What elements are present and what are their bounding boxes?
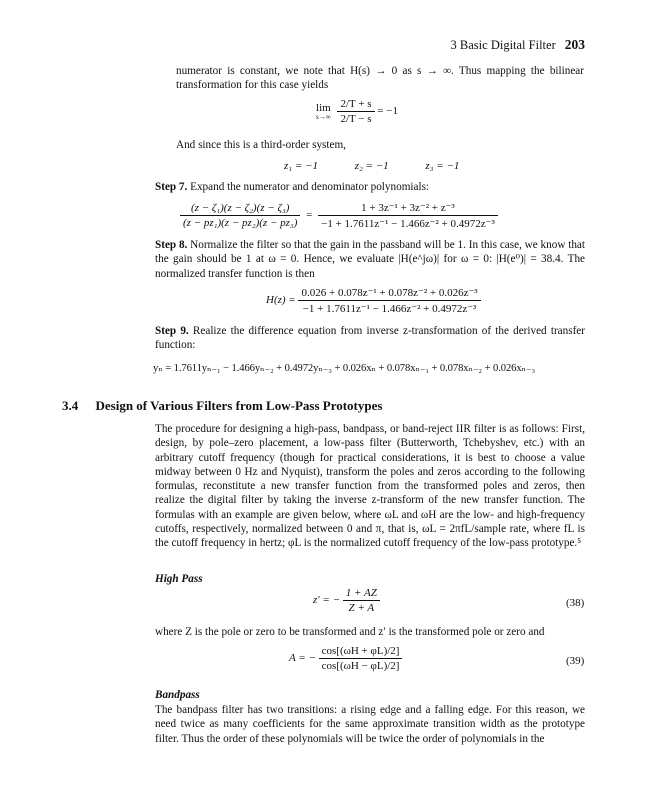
step8-lhs: H(z) = xyxy=(266,294,296,307)
highpass-denominator: Z + A xyxy=(348,602,375,614)
step7 xyxy=(155,180,585,194)
design-paragraph: The procedure for designing a high-pass, bandpass, or band-reject IIR filter is as follows: First, design, by pole–zero placement, a low-pass filter (Butterworth, Tchebyshev, etc.) with an arbitrary cutoff frequency (though for practical considerations, it is best to choose a value midway between 0 Hz and Nyquist), transform the poles and zeros according to the following formulas, reconstitute a new transfer function from the transformed poles and zeros, then realize the digital filter by taking the inverse z-transform of the new transfer function. The formulas with an example are given below, where ωL and ωH are the low- and high-frequency cutoffs, respectively, normalized between 0 and π, that is, ωL = 2πfL/sample rate, where fL is the cutoff frequency in hertz; φL is the normalized cutoff frequency of the low-pass prototype.⁵ xyxy=(155,423,585,550)
where-paragraph: where Z is the pole or zero to be transformed and z′ is the transformed pole or zero and xyxy=(155,626,545,638)
step7-label: Step 7. xyxy=(155,181,188,193)
equation-number-38: (38) xyxy=(566,597,585,609)
equation-number-39: (39) xyxy=(566,655,585,667)
step9-label: Step 9. xyxy=(155,325,189,337)
step7-left-denominator: (z − pz₁)(z − pz₂)(z − pz₃) xyxy=(183,217,298,229)
step8-numerator: 0.026 + 0.078z⁻¹ + 0.078z⁻² + 0.026z⁻³ xyxy=(298,286,480,301)
step8-text: Normalize the filter so that the gain in the passband will be 1. In this case, we know that the gain should be 1 at ω = 0. Hence, we evaluate |H(e^jω)| for ω = 0: |H(e⁰)| = 38.4. The normalized transfer function is then xyxy=(155,239,585,280)
lim-numerator: 2/T + s xyxy=(337,98,374,112)
zero-2: z₂ = −1 xyxy=(354,160,389,172)
step9-text: Realize the difference equation from inverse z-transformation of the derived transfer function: xyxy=(155,325,586,352)
step7-equals: = xyxy=(306,209,313,222)
bandpass-paragraph: The bandpass filter has two transitions: a rising edge and a falling edge. For this reason, we need twice as many coefficients for the same approximate transition width as the prototype filter. Thus the order of these polynomials will be twice the order of polynomials in the xyxy=(155,704,585,745)
intro-paragraph: numerator is constant, we note that H(s) → 0 as s → ∞. Thus mapping the bilinear transformation for this case yields xyxy=(176,65,584,92)
section-number: 3.4 xyxy=(62,398,79,413)
step7-equation xyxy=(180,201,498,230)
limit-equation xyxy=(316,98,398,125)
step7-right-numerator: 1 + 3z⁻¹ + 3z⁻² + z⁻³ xyxy=(318,201,498,216)
coefficient-a-equation xyxy=(289,645,402,672)
highpass-equation xyxy=(313,587,380,614)
zero-1: z₁ = −1 xyxy=(284,160,318,172)
step9 xyxy=(155,324,585,353)
page-number: 203 xyxy=(564,37,585,52)
bandpass-heading: Bandpass xyxy=(155,689,200,701)
lim-word: lim xyxy=(316,102,331,114)
lim-rhs: = −1 xyxy=(377,105,398,118)
step8 xyxy=(155,238,585,281)
highpass-heading: High Pass xyxy=(155,573,203,585)
coefficient-a-lhs: A = − xyxy=(289,652,316,665)
zeros-equation xyxy=(284,160,459,172)
step7-left-numerator: (z − ζ₁)(z − ζ₂)(z − ζ₃) xyxy=(180,202,300,216)
step7-text: Expand the numerator and denominator polynomials: xyxy=(190,181,430,193)
chapter-title: 3 Basic Digital Filter xyxy=(450,38,556,52)
section-title: Design of Various Filters from Low-Pass Prototypes xyxy=(95,398,383,413)
zero-3: z₃ = −1 xyxy=(425,160,460,172)
coefficient-a-denominator: cos[(ωH − φL)/2] xyxy=(321,660,400,672)
lim-denominator: 2/T − s xyxy=(340,113,372,125)
coefficient-a-numerator: cos[(ωH + φL)/2] xyxy=(319,645,403,659)
running-header xyxy=(451,37,585,53)
highpass-lhs: z′ = − xyxy=(313,594,341,607)
third-order-paragraph: And since this is a third-order system, xyxy=(176,139,346,151)
lim-subscript: s→∞ xyxy=(316,113,331,121)
section-heading xyxy=(62,398,382,414)
difference-equation: yₙ = 1.7611yₙ₋₁ − 1.466yₙ₋₂ + 0.4972yₙ₋₃ + 0.026xₙ + 0.078xₙ₋₁ + 0.078xₙ₋₂ + 0.026xₙ₋₃ xyxy=(153,363,536,374)
step7-right-denominator: −1 + 1.7611z⁻¹ − 1.466z⁻² + 0.4972z⁻³ xyxy=(321,218,495,230)
step8-denominator: −1 + 1.7611z⁻¹ − 1.466z⁻² + 0.4972z⁻³ xyxy=(302,303,477,315)
highpass-numerator: 1 + AZ xyxy=(343,587,380,601)
step8-equation xyxy=(266,286,481,315)
step8-label: Step 8. xyxy=(155,239,188,251)
